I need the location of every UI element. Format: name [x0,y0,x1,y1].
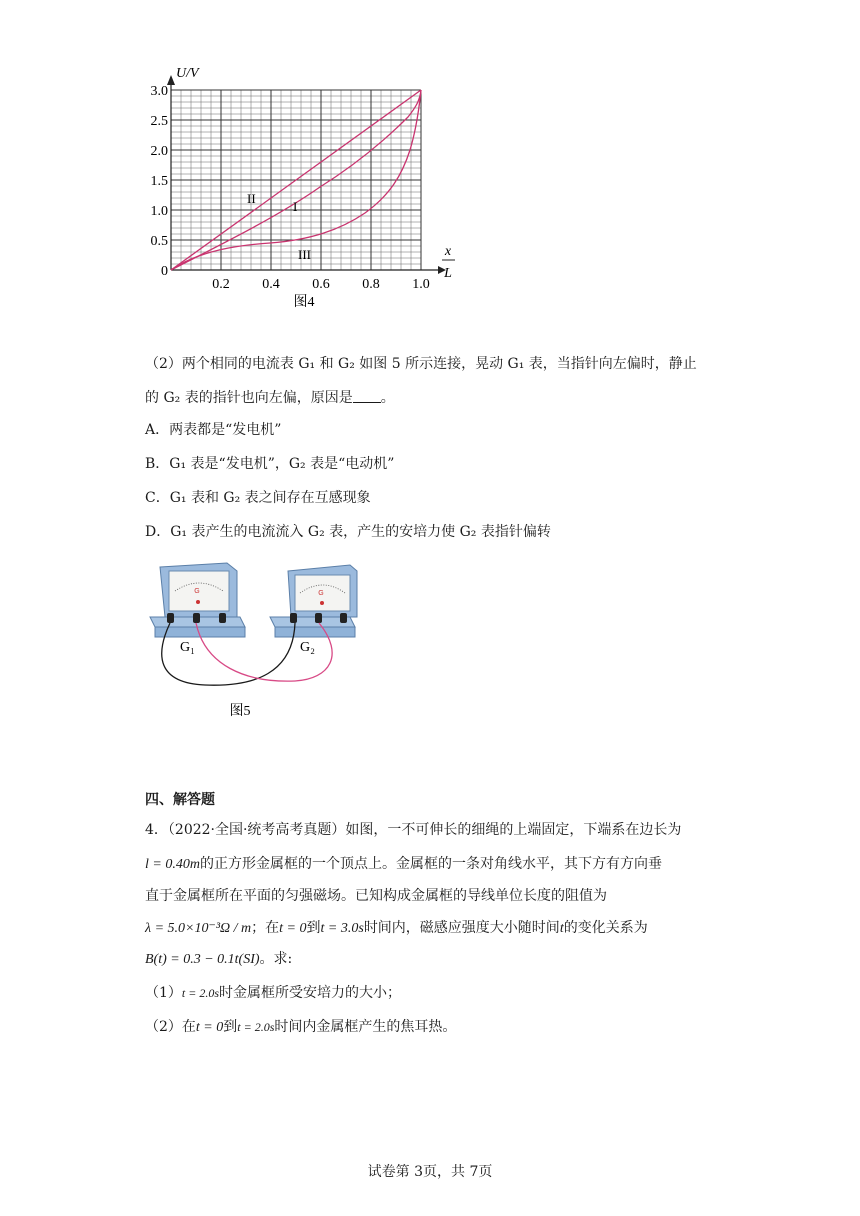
y-tick-label: 3.0 [150,84,168,99]
q4-line4-text1: ；在 [251,920,280,936]
x-tick-label: 0.4 [262,277,280,292]
q4-line4-text4: 的变化关系为 [563,920,648,936]
sub2-text: 时间内金属框产生的焦耳热。 [274,1019,457,1035]
y-tick-label: 0 [161,264,168,279]
q4-line4-text2: 到 [306,920,321,936]
y-tick-label: 1.5 [150,174,168,189]
label-g1: G₁ [180,640,195,655]
q4-line1: 4．（2022·全国·统考高考真题）如图，一不可伸长的细绳的上端固定，下端系在边长为 [145,822,682,838]
x-tick-label: 0.8 [362,277,380,292]
sub2-formula-start: t = 0 [195,1020,224,1035]
figure5-galvanometers [145,555,375,725]
sub2-prefix: （2）在 [145,1019,196,1035]
x-axis-label-den: L [444,266,452,281]
field-formula: B(t) = 0.3 − 0.1t(SI) [145,952,260,967]
x-tick-label: 0.2 [212,277,230,292]
sub-question-2 [145,1020,456,1035]
q2-line1: （2）两个相同的电流表 G₁ 和 G₂ 如图 5 所示连接，晃动 G₁ 表，当指针向左偏时，静止 [145,356,697,372]
option-d: D．G₁ 表产生的电流流入 G₂ 表，产生的安培力使 G₂ 表指针偏转 [145,524,551,540]
sub1-formula: t = 2.0s [181,986,220,1000]
curve-label-i: I [293,199,298,214]
side-length-formula: l = 0.40m [145,857,200,872]
option-c: C．G₁ 表和 G₂ 表之间存在互感现象 [145,490,371,506]
q2-line2-text: 的 G₂ 表的指针也向左偏，原因是 [145,390,353,406]
q4-line2-text: 的正方形金属框的一个顶点上。金属框的一条对角线水平，其下方有方向垂 [199,856,662,872]
option-b: B．G₁ 表是“发电机”，G₂ 表是“电动机” [145,456,395,472]
q2-line2-end: 。 [380,390,395,406]
figure5-caption: 图5 [229,704,251,719]
label-g2: G₂ [300,640,315,655]
t0-formula: t = 0 [279,921,307,936]
galvanometer-g1 [150,563,245,637]
t3-formula: t = 3.0s [320,921,364,936]
y-axis-label: U/V [176,66,199,81]
sub1-text: 时金属框所受安培力的大小； [219,985,402,1001]
q2-line2 [145,390,395,405]
option-a: A．两表都是“发电机” [145,422,282,438]
figure4-graph [140,55,470,315]
g2-dial-letter: G [318,590,324,597]
q4-line3: 直于金属框所在平面的匀强磁场。已知构成金属框的导线单位长度的阻值为 [145,888,607,904]
sub2-formula-end: t = 2.0s [237,1020,275,1034]
q4-line5 [145,952,292,967]
q4-line4-text3: 时间内，磁感应强度大小随时间 [363,920,560,936]
answer-blank [353,390,381,403]
y-tick-label: 1.0 [150,204,168,219]
x-axis-label-num: x [444,244,452,259]
page-footer: 试卷第 3页，共 7页 [367,1164,493,1180]
x-tick-label: 0.6 [312,277,330,292]
galvanometer-g2 [270,565,357,637]
t-symbol: t [559,921,564,936]
sub-question-1 [145,986,401,1000]
y-tick-label: 2.5 [150,114,168,129]
section-heading: 四、解答题 [145,792,215,808]
curve-label-ii: II [247,191,256,206]
g1-dial-letter: G [194,588,200,595]
q4-line5-text: 。求: [259,951,293,967]
y-axis-arrow [167,75,175,85]
q4-line4 [145,921,648,936]
figure4-caption: 图4 [293,295,315,310]
sub1-prefix: （1） [145,985,182,1001]
q4-line2 [145,857,662,872]
resistance-formula: λ = 5.0×10⁻³Ω / m [145,921,252,936]
sub2-mid: 到 [223,1019,238,1035]
y-tick-label: 2.0 [150,144,168,159]
y-tick-label: 0.5 [150,234,168,249]
curve-label-iii: III [298,247,311,262]
x-tick-label: 1.0 [412,277,430,292]
